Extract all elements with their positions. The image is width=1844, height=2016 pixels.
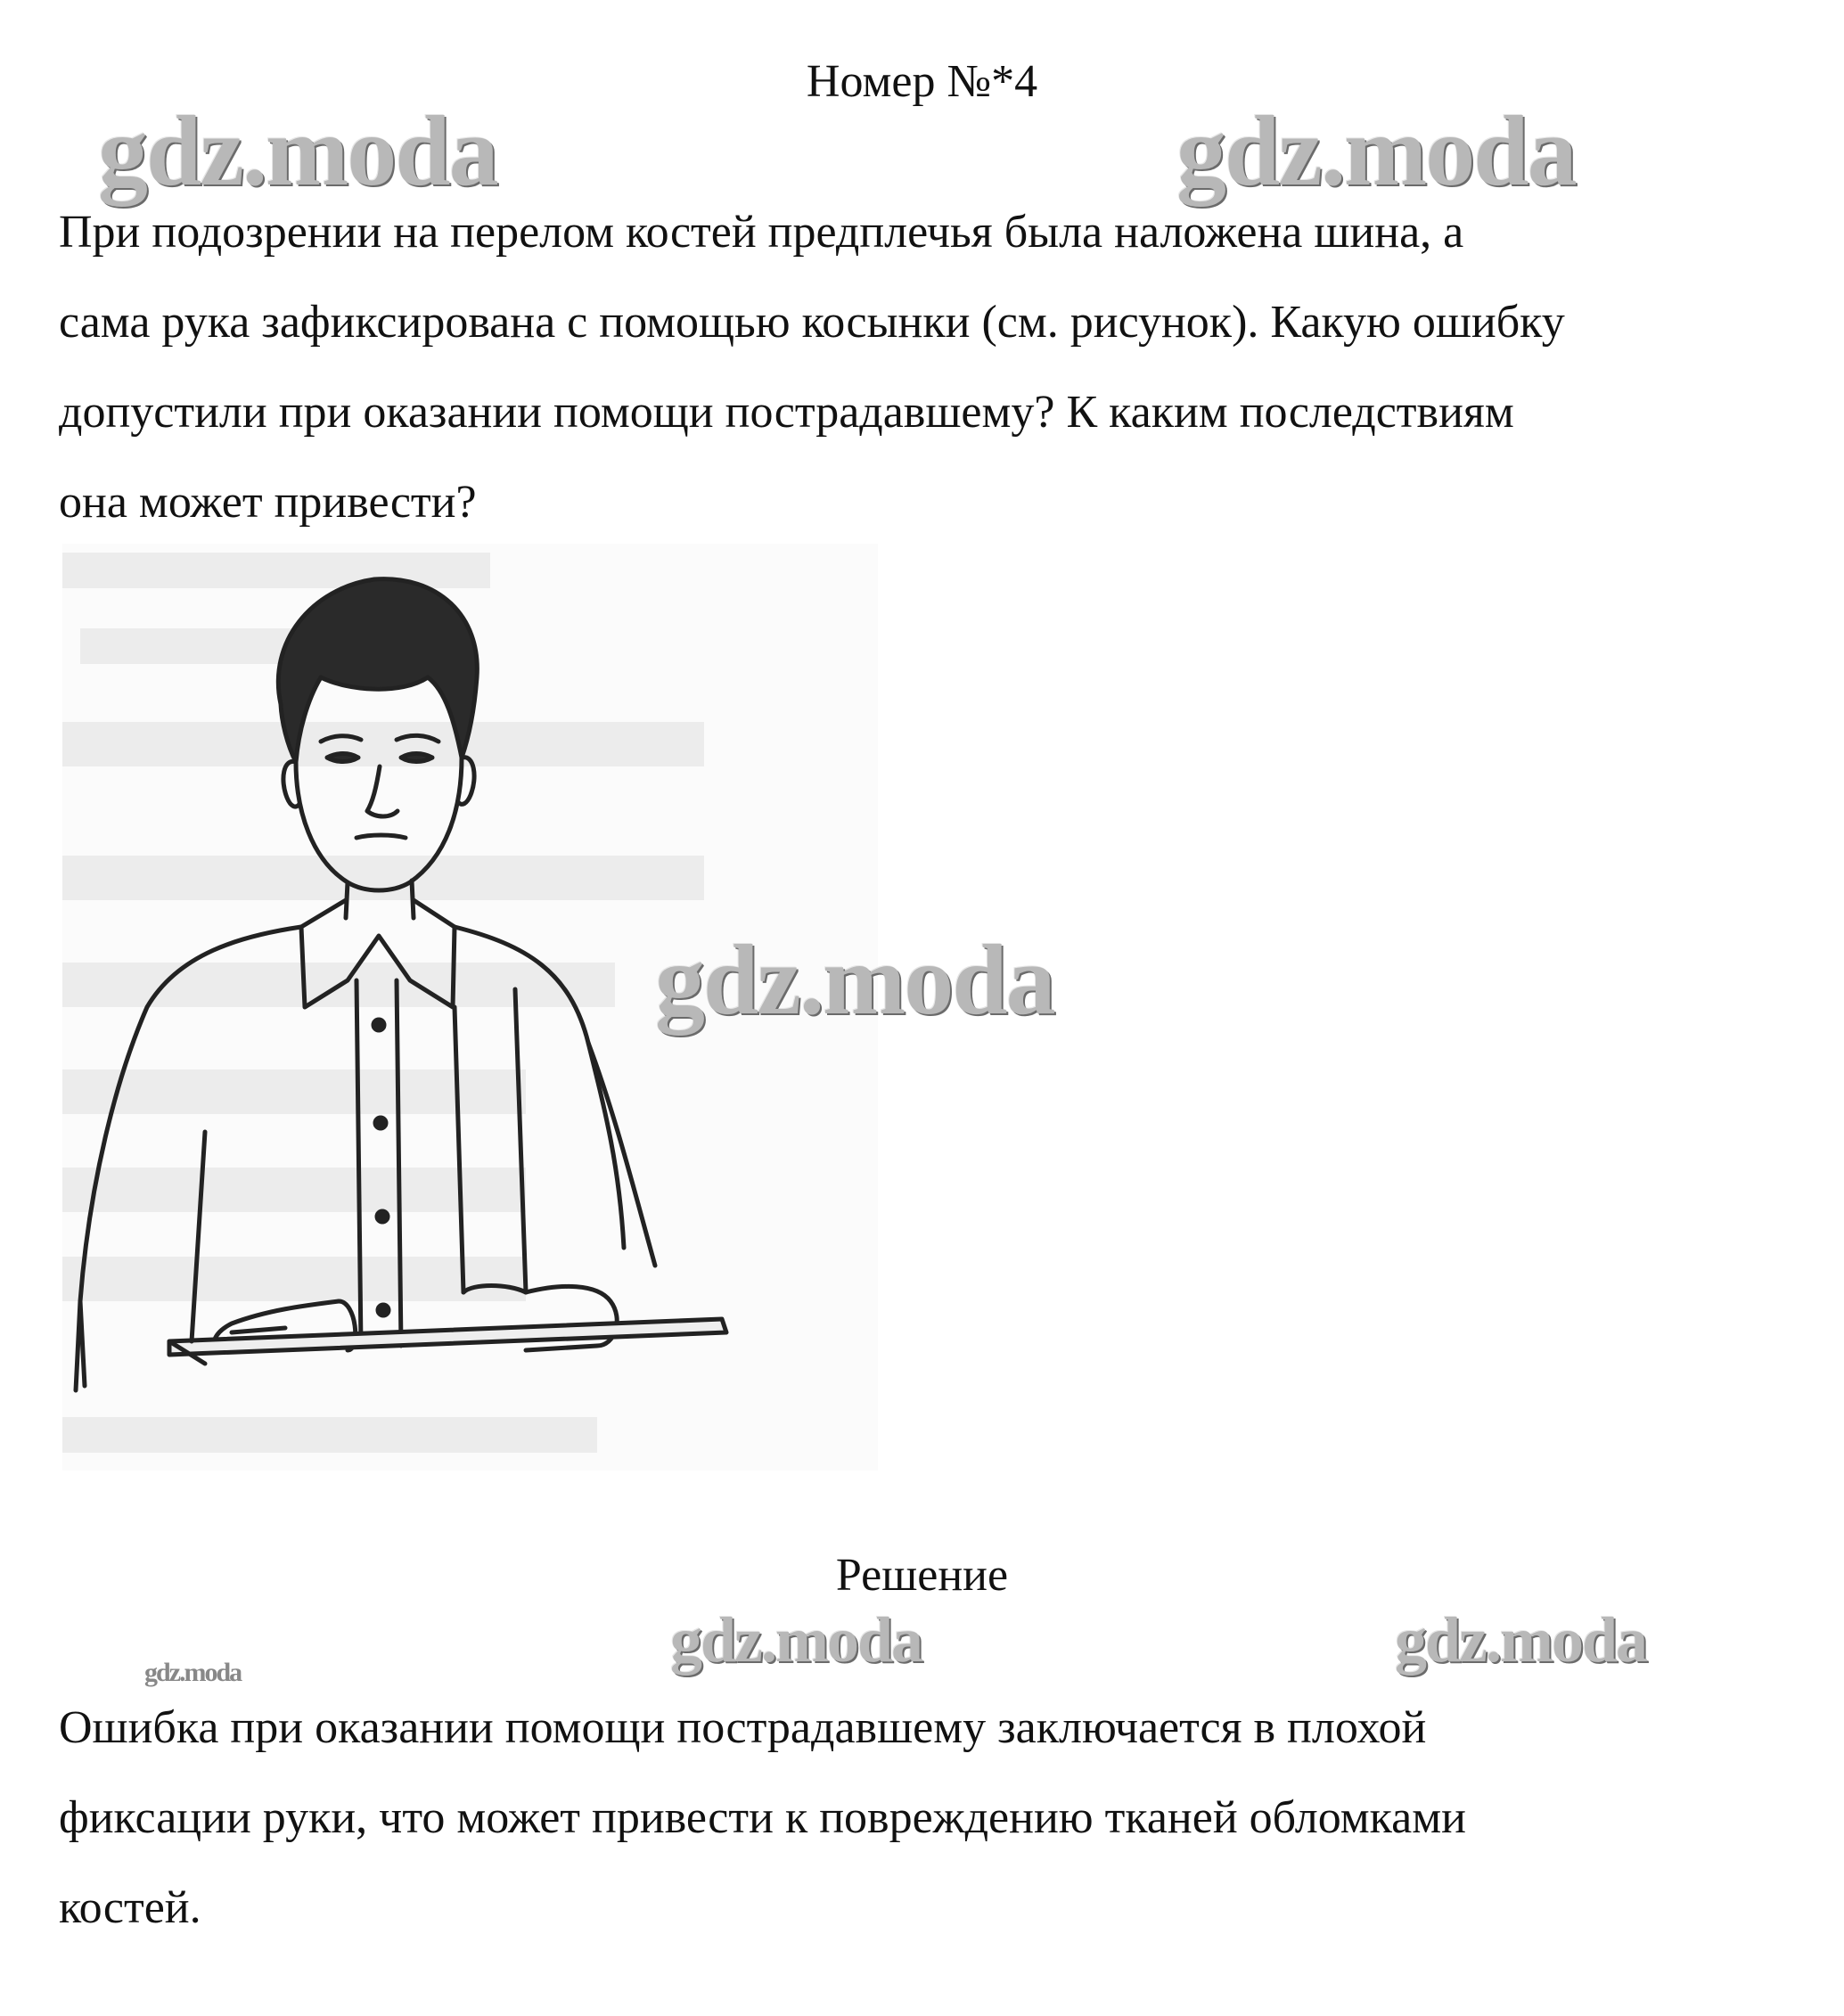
watermark-top-left: gdz.moda bbox=[98, 96, 497, 207]
watermark-solution-center: gdz.moda bbox=[670, 1604, 922, 1676]
solution-line: костей. bbox=[59, 1882, 201, 1933]
solution-line: Ошибка при оказании помощи пострадавшему заключается в плохой bbox=[59, 1702, 1427, 1753]
task-line: допустили при оказании помощи пострадавшему? К каким последствиям bbox=[59, 387, 1514, 438]
watermark-solution-right: gdz.moda bbox=[1395, 1604, 1647, 1676]
watermark-center: gdz.moda bbox=[655, 925, 1054, 1036]
task-text bbox=[59, 187, 1806, 547]
watermark-solution-small: gdz.moda bbox=[144, 1658, 242, 1687]
solution-text bbox=[59, 1683, 1806, 1953]
page-title: Номер №*4 bbox=[806, 56, 1038, 107]
task-line: сама рука зафиксирована с помощью косынки (см. рисунок). Какую ошибку bbox=[59, 297, 1565, 348]
watermark-top-right: gdz.moda bbox=[1176, 96, 1576, 207]
solution-line: фиксации руки, что может привести к повреждению тканей обломками bbox=[59, 1792, 1466, 1843]
task-line: она может привести? bbox=[59, 477, 477, 528]
solution-heading: Решение bbox=[835, 1550, 1009, 1601]
task-line: При подозрении на перелом костей предплечья была наложена шина, а bbox=[59, 207, 1464, 258]
